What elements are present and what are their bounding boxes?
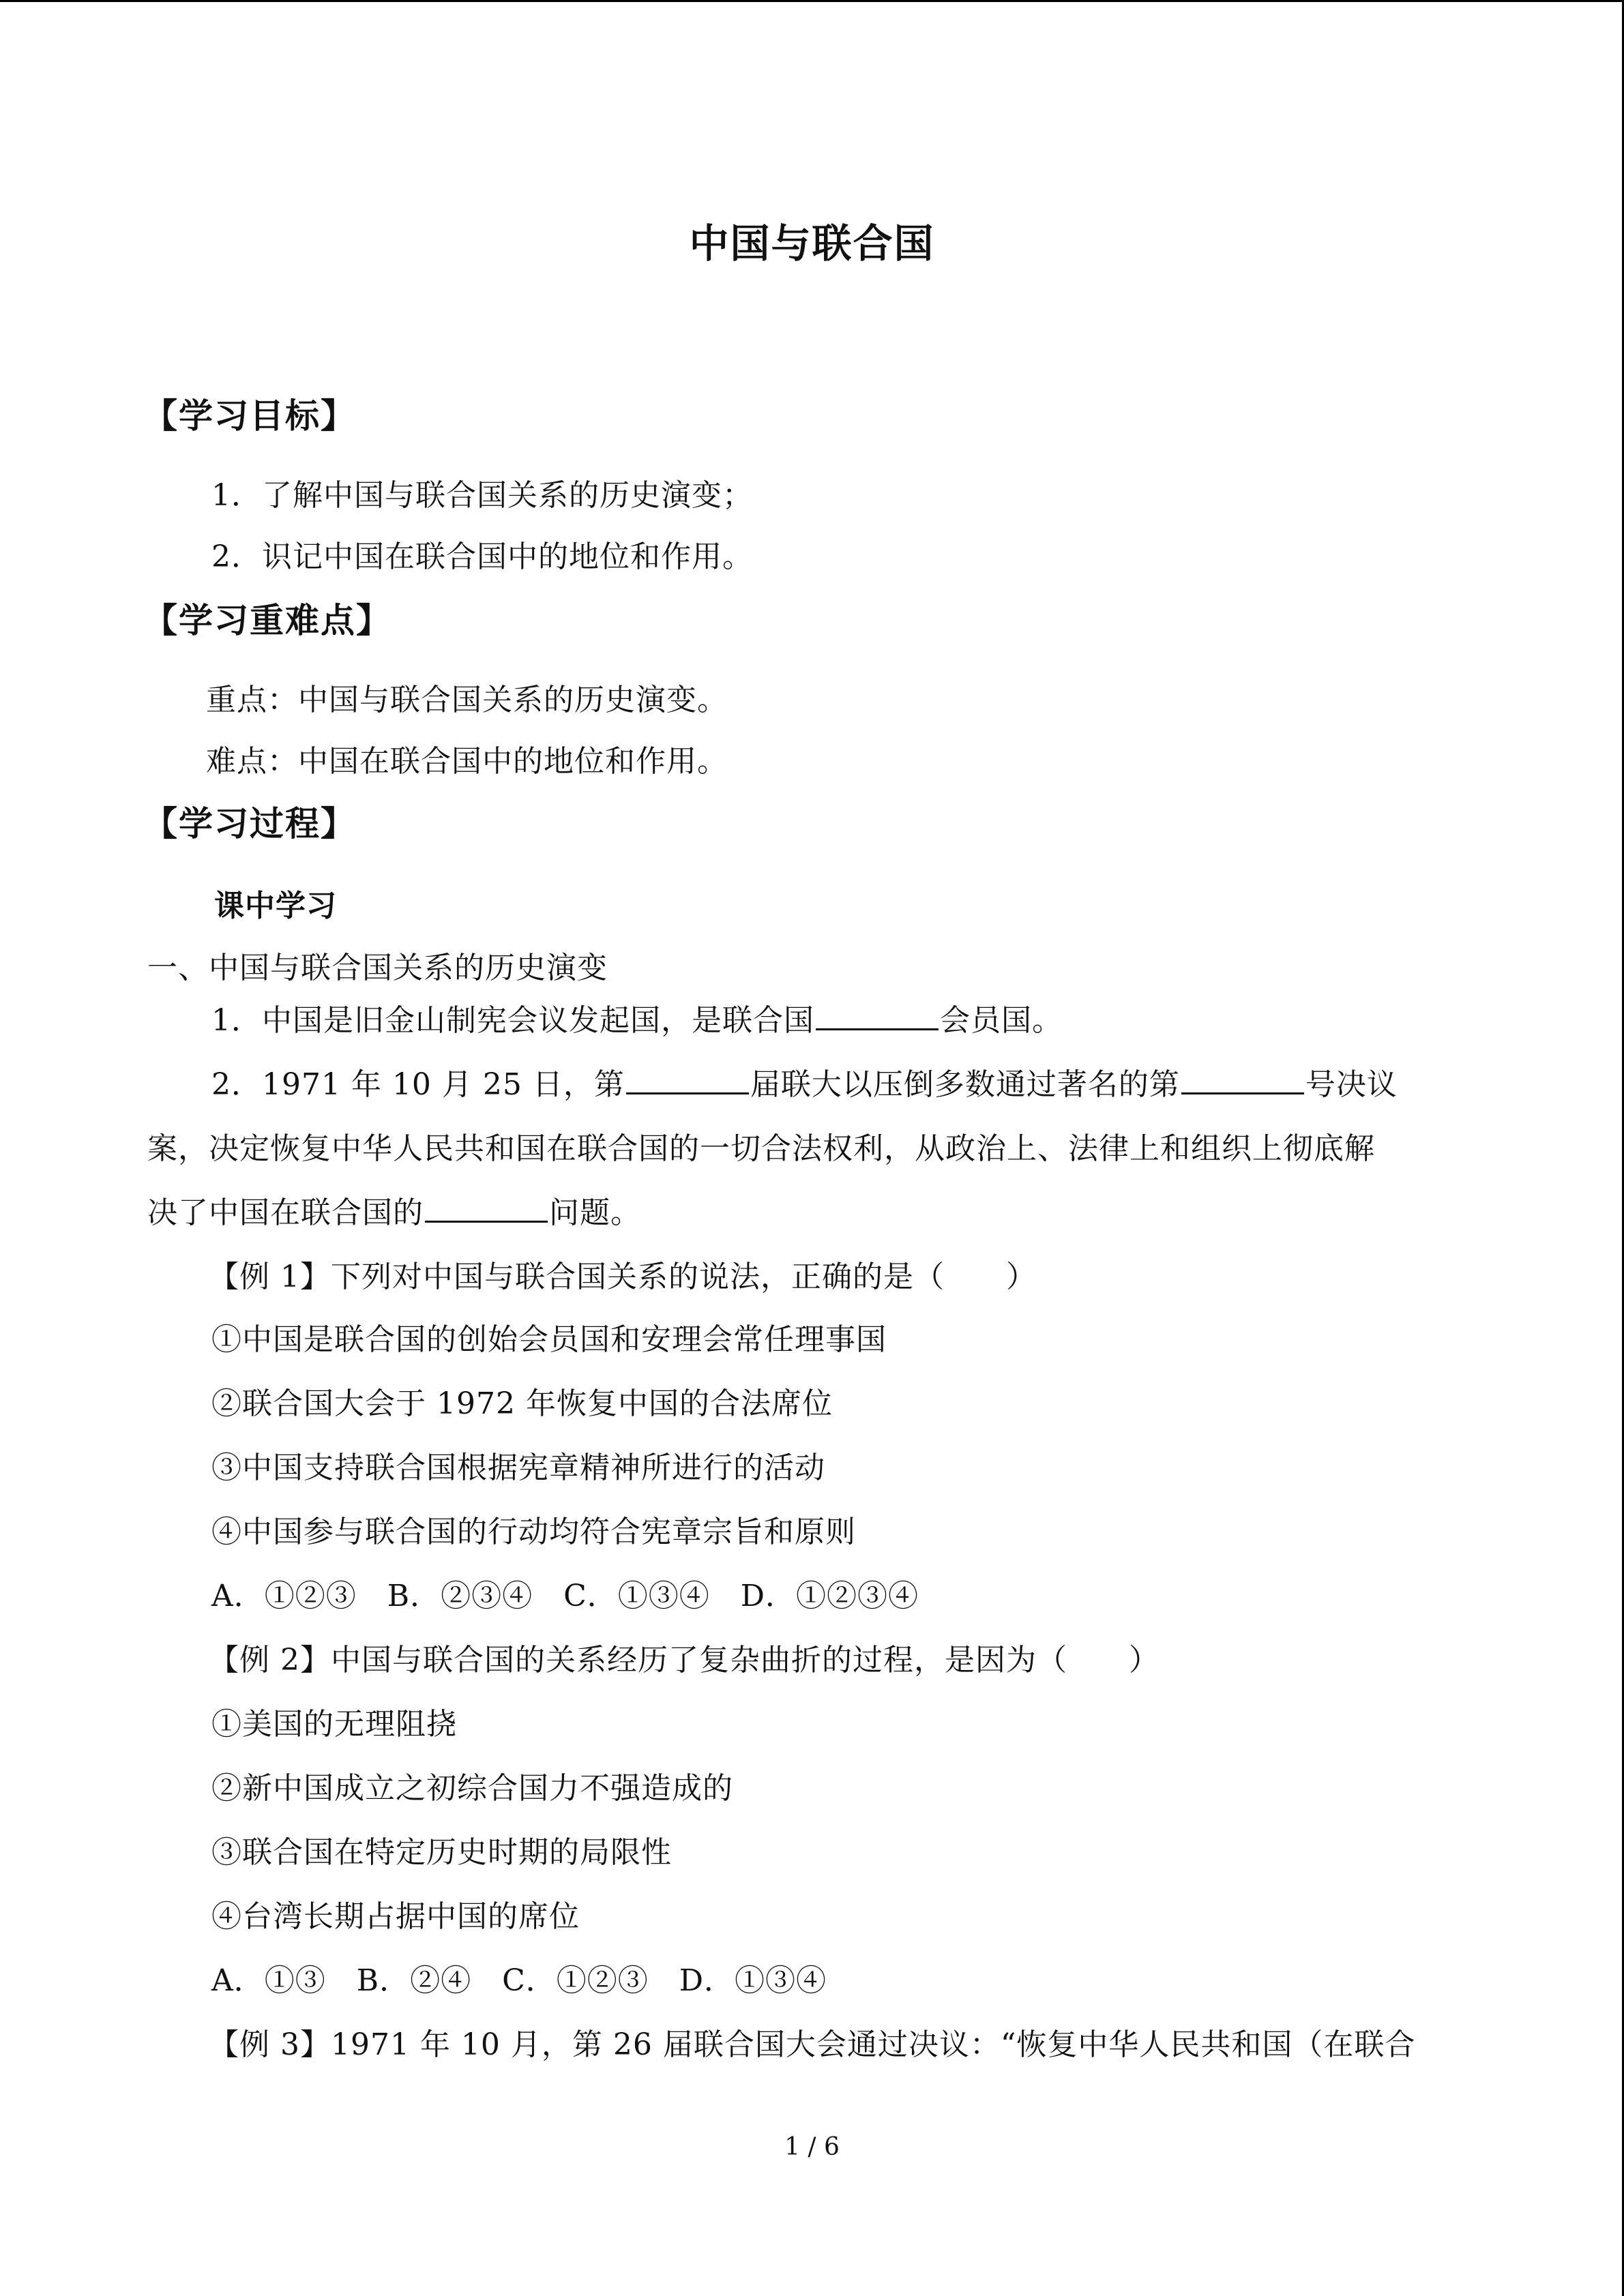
example-1-choices: A．①②③ B．②③④ C．①③④ D．①②③④ xyxy=(211,1579,919,1613)
question-2-text-b: 届联大以压倒多数通过著名的第 xyxy=(750,1067,1180,1102)
subheading-in-class: 课中学习 xyxy=(214,889,337,923)
example-3-question: 【例 3】1971 年 10 月，第 26 届联合国大会通过决议：“恢复中华人民共和国（在联合 xyxy=(209,2027,1416,2062)
keypoint-item-2: 难点：中国在联合国中的地位和作用。 xyxy=(206,744,728,779)
question-2-text-line3a: 决了中国在联合国的 xyxy=(147,1195,424,1230)
example-2-option-4: ④台湾长期占据中国的席位 xyxy=(211,1899,580,1934)
keypoint-item-1: 重点：中国与联合国关系的历史演变。 xyxy=(206,683,728,717)
example-2-question: 【例 2】中国与联合国的关系经历了复杂曲折的过程，是因为（ ） xyxy=(209,1643,1160,1678)
question-2-line-1 xyxy=(211,1060,1398,1103)
example-1-question: 【例 1】下列对中国与联合国关系的说法，正确的是（ ） xyxy=(209,1259,1037,1294)
question-2-line-3 xyxy=(147,1188,641,1232)
example-1-option-1: ①中国是联合国的创始会员国和安理会常任理事国 xyxy=(211,1322,887,1357)
question-2-text-c: 号决议 xyxy=(1305,1067,1398,1102)
heading-keypoints: 【学习重难点】 xyxy=(143,601,392,640)
page-title: 中国与联合国 xyxy=(689,220,935,267)
example-1-option-4: ④中国参与联合国的行动均符合宪章宗旨和原则 xyxy=(211,1515,856,1549)
example-1-option-2: ②联合国大会于 1972 年恢复中国的合法席位 xyxy=(211,1386,833,1421)
example-1-option-3: ③中国支持联合国根据宪章精神所进行的活动 xyxy=(211,1450,825,1485)
question-1 xyxy=(211,996,1063,1039)
question-2-text-a: 2．1971 年 10 月 25 日，第 xyxy=(211,1067,625,1102)
blank-4[interactable] xyxy=(425,1196,548,1223)
heading-goals: 【学习目标】 xyxy=(143,396,356,436)
example-2-choices: A．①③ B．②④ C．①②③ D．①③④ xyxy=(211,1963,827,1998)
example-2-option-1: ①美国的无理阻挠 xyxy=(211,1707,457,1742)
goal-item-2: 2．识记中国在联合国中的地位和作用。 xyxy=(211,539,753,574)
blank-2[interactable] xyxy=(626,1068,749,1094)
question-1-text-b: 会员国。 xyxy=(940,1003,1063,1038)
question-1-text-a: 1．中国是旧金山制宪会议发起国，是联合国 xyxy=(211,1003,814,1038)
goal-item-1: 1．了解中国与联合国关系的历史演变； xyxy=(211,478,753,513)
example-2-option-3: ③联合国在特定历史时期的局限性 xyxy=(211,1835,672,1870)
page-border-top xyxy=(0,0,1624,2)
part1-heading: 一、中国与联合国关系的历史演变 xyxy=(147,951,608,985)
heading-process: 【学习过程】 xyxy=(143,804,356,844)
blank-1[interactable] xyxy=(816,1004,939,1030)
question-2-text-line3b: 问题。 xyxy=(549,1195,641,1230)
question-2-line-2: 案，决定恢复中华人民共和国在联合国的一切合法权利，从政治上、法律上和组织上彻底解 xyxy=(147,1131,1375,1166)
blank-3[interactable] xyxy=(1181,1068,1304,1094)
example-2-option-2: ②新中国成立之初综合国力不强造成的 xyxy=(211,1771,733,1806)
page-number: 1 / 6 xyxy=(784,2133,840,2161)
